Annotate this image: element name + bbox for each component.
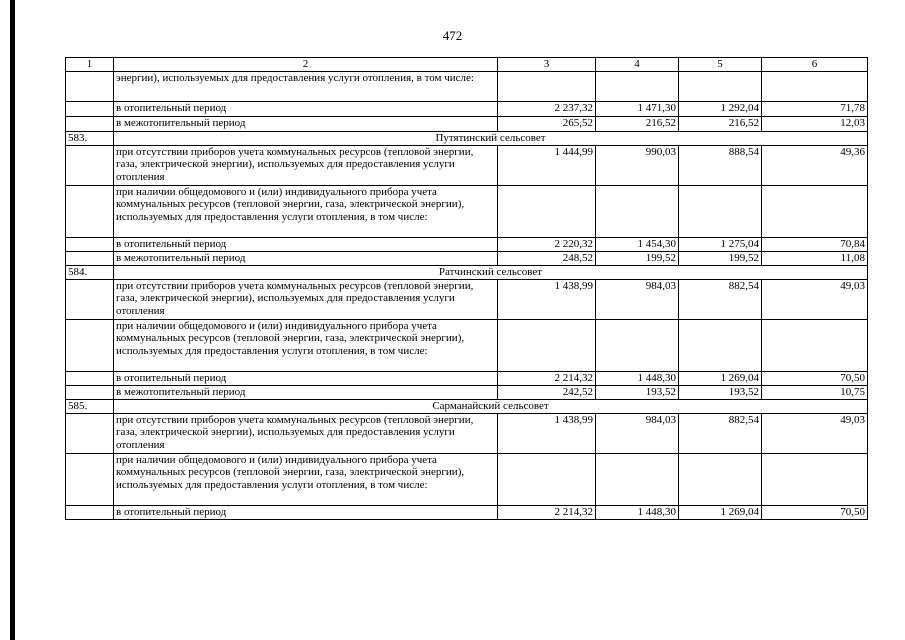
section-title: Сарманайский сельсовет <box>114 399 868 413</box>
value-col-4: 199,52 <box>596 251 679 265</box>
interheating-period-label: в межотопительный период <box>114 251 498 265</box>
header-col-2: 2 <box>114 58 498 72</box>
table-row <box>66 71 868 101</box>
header-col-3: 3 <box>498 58 596 72</box>
no-meter-text: при отсутствии приборов учета коммунальных ресурсов (тепловой энергии, газа, электрической энергии), используемых для предоставления услуги отопления <box>114 279 498 319</box>
value-col-5: 1 269,04 <box>679 505 762 519</box>
value-col-6: 49,03 <box>762 279 868 319</box>
table-row <box>66 453 868 505</box>
value-col-6: 49,36 <box>762 145 868 185</box>
table-row <box>66 116 868 131</box>
table-row <box>66 385 868 399</box>
value-col-4: 1 454,30 <box>596 237 679 251</box>
table-row <box>66 251 868 265</box>
value-col-4: 1 448,30 <box>596 371 679 385</box>
value-col-5: 1 275,04 <box>679 237 762 251</box>
table-row <box>66 145 868 185</box>
value-col-5: 216,52 <box>679 116 762 131</box>
value-col-4: 1 471,30 <box>596 101 679 116</box>
value-col-3: 2 214,32 <box>498 505 596 519</box>
value-col-3: 2 237,32 <box>498 101 596 116</box>
no-meter-text: при отсутствии приборов учета коммунальных ресурсов (тепловой энергии, газа, электрической энергии), используемых для предоставления услуги отопления <box>114 413 498 453</box>
value-col-5: 882,54 <box>679 413 762 453</box>
value-col-4: 984,03 <box>596 413 679 453</box>
left-border-bar <box>10 0 15 640</box>
value-col-4: 984,03 <box>596 279 679 319</box>
section-title: Путятинский сельсовет <box>114 131 868 145</box>
value-col-5: 193,52 <box>679 385 762 399</box>
page-number: 472 <box>442 28 463 43</box>
heating-period-label: в отопительный период <box>114 371 498 385</box>
value-col-5: 1 292,04 <box>679 101 762 116</box>
value-col-4: 216,52 <box>596 116 679 131</box>
table-row <box>66 413 868 453</box>
value-col-3: 1 438,99 <box>498 413 596 453</box>
section-number: 584. <box>66 265 114 279</box>
value-col-6: 70,50 <box>762 505 868 519</box>
value-col-3: 265,52 <box>498 116 596 131</box>
table-row <box>66 185 868 237</box>
heating-period-label: в отопительный период <box>114 101 498 116</box>
table-row <box>66 101 868 116</box>
interheating-period-label: в межотопительный период <box>114 116 498 131</box>
value-col-6: 70,50 <box>762 371 868 385</box>
heating-period-label: в отопительный период <box>114 505 498 519</box>
value-col-4: 990,03 <box>596 145 679 185</box>
continuation-text: энергии), используемых для предоставления услуги отопления, в том числе: <box>114 71 498 101</box>
table-row <box>66 371 868 385</box>
value-col-5: 1 269,04 <box>679 371 762 385</box>
value-col-3: 2 214,32 <box>498 371 596 385</box>
value-col-6: 11,08 <box>762 251 868 265</box>
interheating-period-label: в межотопительный период <box>114 385 498 399</box>
section-number: 583. <box>66 131 114 145</box>
header-col-1: 1 <box>66 58 114 72</box>
with-meter-text: при наличии общедомового и (или) индивидуального прибора учета коммунальных ресурсов (тепловой энергии, газа, электрической энергии), используемых для предоставления услуги отопления, в том числе: <box>114 185 498 237</box>
value-col-3: 242,52 <box>498 385 596 399</box>
no-meter-text: при отсутствии приборов учета коммунальных ресурсов (тепловой энергии, газа, электрической энергии), используемых для предоставления услуги отопления <box>114 145 498 185</box>
value-col-6: 12,03 <box>762 116 868 131</box>
value-col-6: 71,78 <box>762 101 868 116</box>
header-col-4: 4 <box>596 58 679 72</box>
section-header-row <box>66 131 868 145</box>
section-number: 585. <box>66 399 114 413</box>
value-col-3: 248,52 <box>498 251 596 265</box>
header-row <box>66 58 868 72</box>
section-header-row <box>66 399 868 413</box>
value-col-4: 1 448,30 <box>596 505 679 519</box>
section-title: Ратчинский сельсовет <box>114 265 868 279</box>
header-col-6: 6 <box>762 58 868 72</box>
heating-period-label: в отопительный период <box>114 237 498 251</box>
value-col-6: 10,75 <box>762 385 868 399</box>
table-row <box>66 237 868 251</box>
table-row <box>66 319 868 371</box>
section-header-row <box>66 265 868 279</box>
table-row <box>66 505 868 519</box>
value-col-5: 199,52 <box>679 251 762 265</box>
value-col-6: 49,03 <box>762 413 868 453</box>
value-col-5: 888,54 <box>679 145 762 185</box>
value-col-4: 193,52 <box>596 385 679 399</box>
value-col-6: 70,84 <box>762 237 868 251</box>
value-col-3: 2 220,32 <box>498 237 596 251</box>
tariff-table <box>65 57 868 520</box>
value-col-5: 882,54 <box>679 279 762 319</box>
with-meter-text: при наличии общедомового и (или) индивидуального прибора учета коммунальных ресурсов (тепловой энергии, газа, электрической энергии), используемых для предоставления услуги отопления, в том числе: <box>114 319 498 371</box>
with-meter-text: при наличии общедомового и (или) индивидуального прибора учета коммунальных ресурсов (тепловой энергии, газа, электрической энергии), используемых для предоставления услуги отопления, в том числе: <box>114 453 498 505</box>
value-col-3: 1 444,99 <box>498 145 596 185</box>
header-col-5: 5 <box>679 58 762 72</box>
value-col-3: 1 438,99 <box>498 279 596 319</box>
table-row <box>66 279 868 319</box>
